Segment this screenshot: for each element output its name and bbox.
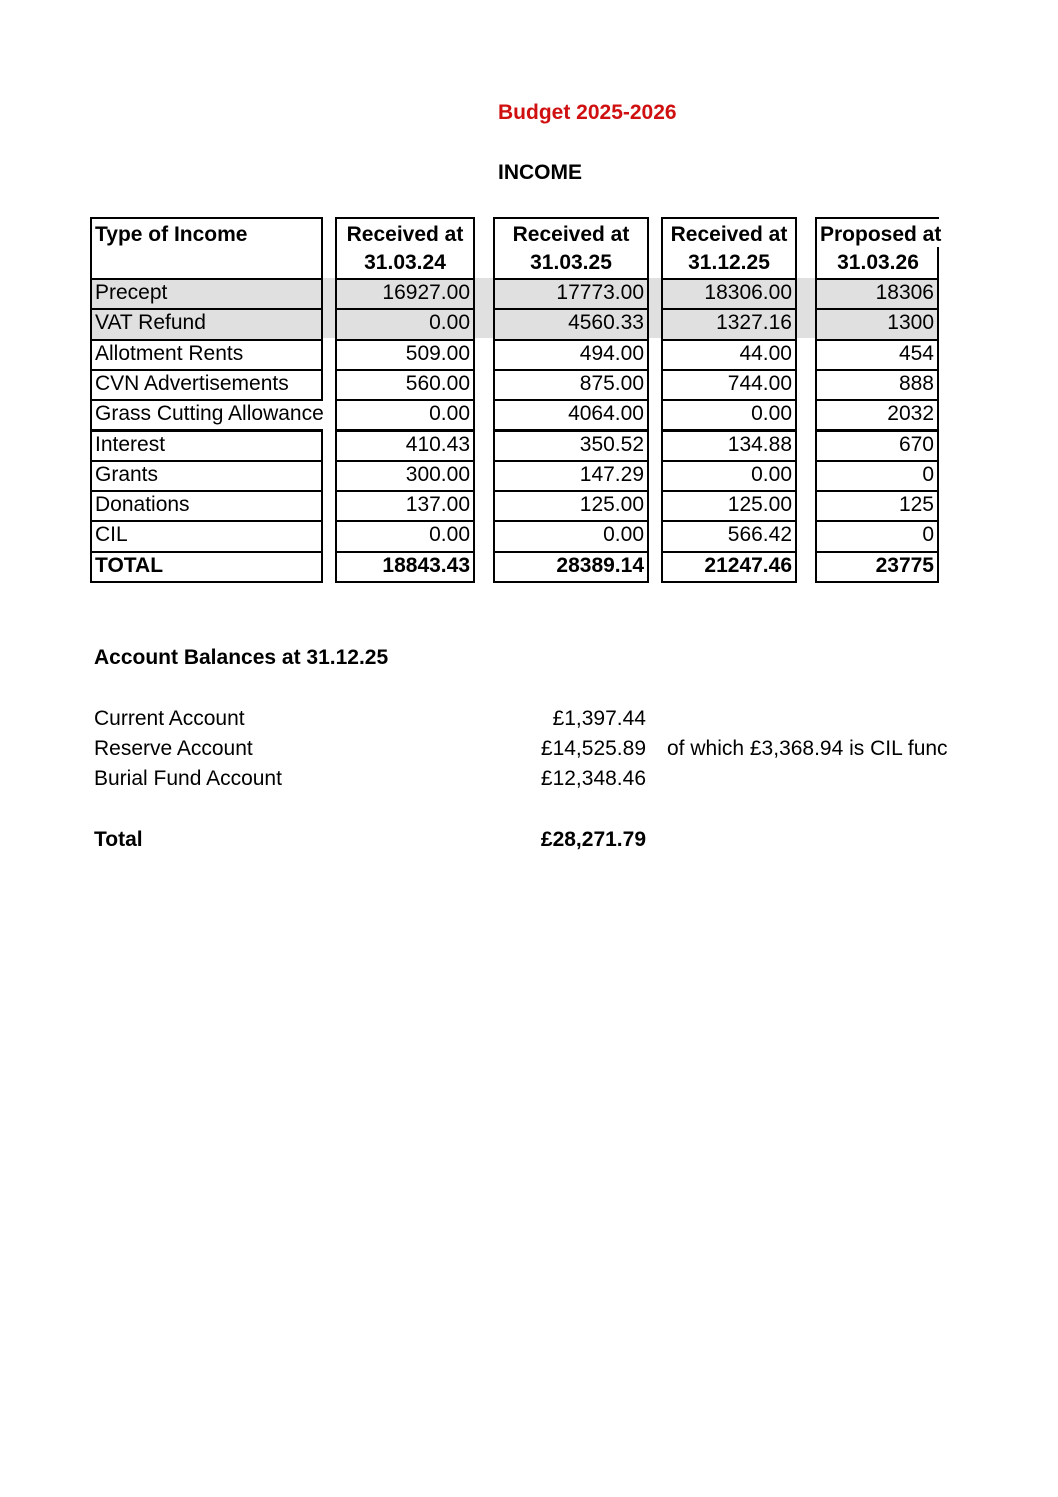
- column-header-c4: [815, 217, 942, 280]
- column-header-line: 31.12.25: [688, 251, 770, 274]
- total-row-c3: 21247.46: [661, 551, 797, 583]
- table-cell-c2: 17773.00: [493, 278, 649, 310]
- column-header-type: [90, 217, 323, 280]
- table-cell-c2: 4560.33: [493, 308, 649, 340]
- total-row-c4: 23775: [815, 551, 939, 583]
- column-header-line: Received at: [670, 223, 788, 246]
- column-header-c3: [661, 217, 797, 280]
- table-cell-c2: 147.29: [493, 460, 649, 492]
- balance-amount-current: £1,397.44: [552, 707, 646, 730]
- table-cell-c3: 134.88: [661, 430, 797, 462]
- balance-label-reserve: Reserve Account: [94, 737, 253, 760]
- balance-note-reserve: of which £3,368.94 is CIL func: [667, 737, 948, 760]
- column-header-line: Type of Income: [95, 223, 248, 246]
- table-cell-c4: 670: [815, 430, 939, 462]
- table-cell-c1: 0.00: [335, 520, 475, 552]
- table-cell-c3: 18306.00: [661, 278, 797, 310]
- table-cell-c1: 0.00: [335, 308, 475, 340]
- table-cell-c1: 16927.00: [335, 278, 475, 310]
- balance-amount-burial: £12,348.46: [540, 767, 646, 790]
- balances-heading: Account Balances at 31.12.25: [94, 646, 389, 669]
- balance-label-current: Current Account: [94, 707, 245, 730]
- table-cell-c3: 125.00: [661, 490, 797, 522]
- column-header-line: Received at: [512, 223, 630, 246]
- table-cell-type: Allotment Rents: [90, 339, 323, 371]
- table-cell-c2: 125.00: [493, 490, 649, 522]
- column-header-line: 31.03.24: [364, 251, 446, 274]
- table-cell-c3: 1327.16: [661, 308, 797, 340]
- table-cell-c2: 350.52: [493, 430, 649, 462]
- column-right-border: [937, 247, 939, 280]
- table-cell-c2: 875.00: [493, 369, 649, 401]
- column-header-line: 31.03.25: [530, 251, 612, 274]
- balance-amount-reserve: £14,525.89: [540, 737, 646, 760]
- total-row-c1: 18843.43: [335, 551, 475, 583]
- table-cell-type: Interest: [90, 430, 323, 462]
- table-cell-c2: 0.00: [493, 520, 649, 552]
- table-cell-c4: 888: [815, 369, 939, 401]
- table-cell-c1: 410.43: [335, 430, 475, 462]
- table-cell-c3: 744.00: [661, 369, 797, 401]
- table-cell-c1: 137.00: [335, 490, 475, 522]
- table-cell-c3: 0.00: [661, 460, 797, 492]
- table-cell-c3: 566.42: [661, 520, 797, 552]
- total-row-c2: 28389.14: [493, 551, 649, 583]
- balance-total-label: Total: [94, 828, 143, 851]
- table-cell-c3: 0.00: [661, 399, 797, 431]
- table-cell-c4: 1300: [815, 308, 939, 340]
- table-cell-c4: 454: [815, 339, 939, 371]
- table-cell-type: CVN Advertisements: [90, 369, 323, 401]
- table-cell-type: Grass Cutting Allowance: [90, 399, 323, 431]
- balance-label-burial: Burial Fund Account: [94, 767, 282, 790]
- table-cell-type: Precept: [90, 278, 323, 310]
- table-cell-c1: 300.00: [335, 460, 475, 492]
- table-cell-type: Grants: [90, 460, 323, 492]
- column-header-line: 31.03.26: [837, 251, 919, 274]
- page-title: Budget 2025-2026: [498, 101, 677, 124]
- column-header-c2: [493, 217, 649, 280]
- total-row-type: TOTAL: [90, 551, 323, 583]
- table-cell-c4: 2032: [815, 399, 939, 431]
- table-cell-c4: 0: [815, 520, 939, 552]
- table-cell-c4: 18306: [815, 278, 939, 310]
- table-cell-c1: 560.00: [335, 369, 475, 401]
- table-cell-c1: 509.00: [335, 339, 475, 371]
- table-cell-type: Donations: [90, 490, 323, 522]
- table-cell-c3: 44.00: [661, 339, 797, 371]
- column-header-c1: [335, 217, 475, 280]
- section-heading-income: INCOME: [498, 161, 582, 184]
- column-header-line: Proposed at: [820, 223, 942, 246]
- table-cell-type: VAT Refund: [90, 308, 323, 340]
- table-cell-c4: 125: [815, 490, 939, 522]
- table-cell-c2: 494.00: [493, 339, 649, 371]
- balance-total-amount: £28,271.79: [540, 828, 646, 851]
- table-cell-type: CIL: [90, 520, 323, 552]
- table-cell-c4: 0: [815, 460, 939, 492]
- table-cell-c2: 4064.00: [493, 399, 649, 431]
- column-header-line: Received at: [346, 223, 464, 246]
- table-cell-c1: 0.00: [335, 399, 475, 431]
